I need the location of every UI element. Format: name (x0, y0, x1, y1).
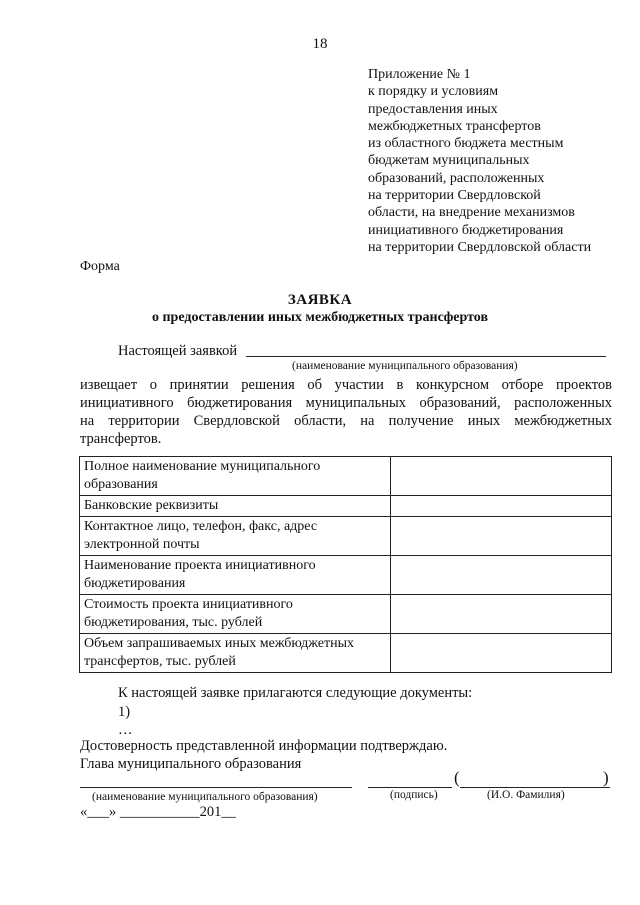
attached-doc-item: 1) (118, 704, 131, 720)
label-line: Наименование проекта инициативного (84, 558, 316, 573)
head-of-municipality-label: Глава муниципального образования (80, 756, 302, 772)
municipality-caption: (наименование муниципального образования) (92, 791, 318, 803)
label-line: Банковские реквизиты (84, 498, 219, 513)
form-label: Форма (80, 259, 120, 274)
appendix-line: на территории Свердловской (368, 188, 541, 204)
signature-caption: (подпись) (390, 789, 438, 801)
label-line: Полное наименование муниципального (84, 459, 321, 474)
table-row-value[interactable] (391, 517, 612, 556)
municipality-name-field[interactable] (246, 356, 606, 357)
label-line: трансфертов, тыс. рублей (84, 654, 236, 669)
table-row-label (80, 556, 391, 595)
table-row-label (80, 496, 391, 517)
confirmation-statement: Достоверность представленной информации подтверждаю. (80, 738, 448, 754)
intro-body-line: извещает о принятии решения об участии в конкурсном отборе проектов (80, 377, 612, 393)
label-line: Объем запрашиваемых иных межбюджетных (84, 636, 355, 651)
appendix-line: Приложение № 1 (368, 67, 471, 82)
table-row (80, 496, 612, 517)
signature-field[interactable] (368, 787, 452, 788)
table-row-label (80, 457, 391, 496)
appendix-line: из областного бюджета местным (368, 136, 564, 152)
label-line: бюджетирования (84, 576, 186, 591)
attached-doc-ellipsis: … (118, 722, 133, 738)
table-row (80, 595, 612, 634)
label-line: бюджетирования, тыс. рублей (84, 615, 263, 630)
label-line: образования (84, 477, 158, 492)
label-line: Стоимость проекта инициативного (84, 597, 293, 612)
intro-body-line: трансфертов. (80, 431, 162, 447)
table-row (80, 457, 612, 496)
intro-prefix: Настоящей заявкой (118, 343, 238, 359)
appendix-line: на территории Свердловской области (368, 239, 592, 255)
label-line: электронной почты (84, 537, 200, 552)
label-line: Контактное лицо, телефон, факс, адрес (84, 519, 318, 534)
intro-body-line: на территории Свердловской области, на получение иных межбюджетных (80, 413, 612, 429)
table-row-label (80, 634, 391, 673)
table-row (80, 517, 612, 556)
table-row-value[interactable] (391, 595, 612, 634)
full-name-caption: (И.О. Фамилия) (487, 789, 565, 801)
table-row-label (80, 595, 391, 634)
application-info-table (79, 456, 612, 673)
intro-body (80, 376, 612, 448)
table-row-label (80, 517, 391, 556)
date-field[interactable]: «___» ___________201__ (80, 804, 236, 820)
appendix-line: межбюджетных трансфертов (368, 118, 541, 134)
intro-body-line: инициативного бюджетирования муниципальных образований, расположенных (80, 395, 612, 411)
document-subtitle: о предоставлении иных межбюджетных трансфертов (151, 310, 489, 325)
appendix-line: области, на внедрение механизмов (368, 205, 575, 221)
table-row-value[interactable] (391, 457, 612, 496)
attached-docs-intro: К настоящей заявке прилагаются следующие документы: (118, 685, 473, 701)
full-name-field[interactable] (460, 787, 610, 788)
appendix-line: бюджетам муниципальных (368, 153, 530, 169)
municipality-name-caption: (наименование муниципального образования) (292, 360, 518, 372)
table-row-value[interactable] (391, 496, 612, 517)
page-number: 18 (312, 36, 328, 52)
appendix-header (368, 66, 591, 256)
table-row (80, 556, 612, 595)
municipality-signature-field[interactable] (80, 787, 352, 788)
name-paren-open: ( (454, 768, 460, 787)
table-row-value[interactable] (391, 556, 612, 595)
appendix-line: к порядку и условиям (368, 84, 499, 100)
appendix-line: образований, расположенных (368, 170, 545, 186)
appendix-line: инициативного бюджетирования (368, 222, 564, 238)
table-row (80, 634, 612, 673)
table-row-value[interactable] (391, 634, 612, 673)
document-title: ЗАЯВКА (287, 292, 353, 308)
appendix-line: предоставления иных (368, 101, 498, 117)
name-paren-close: ) (603, 768, 609, 787)
